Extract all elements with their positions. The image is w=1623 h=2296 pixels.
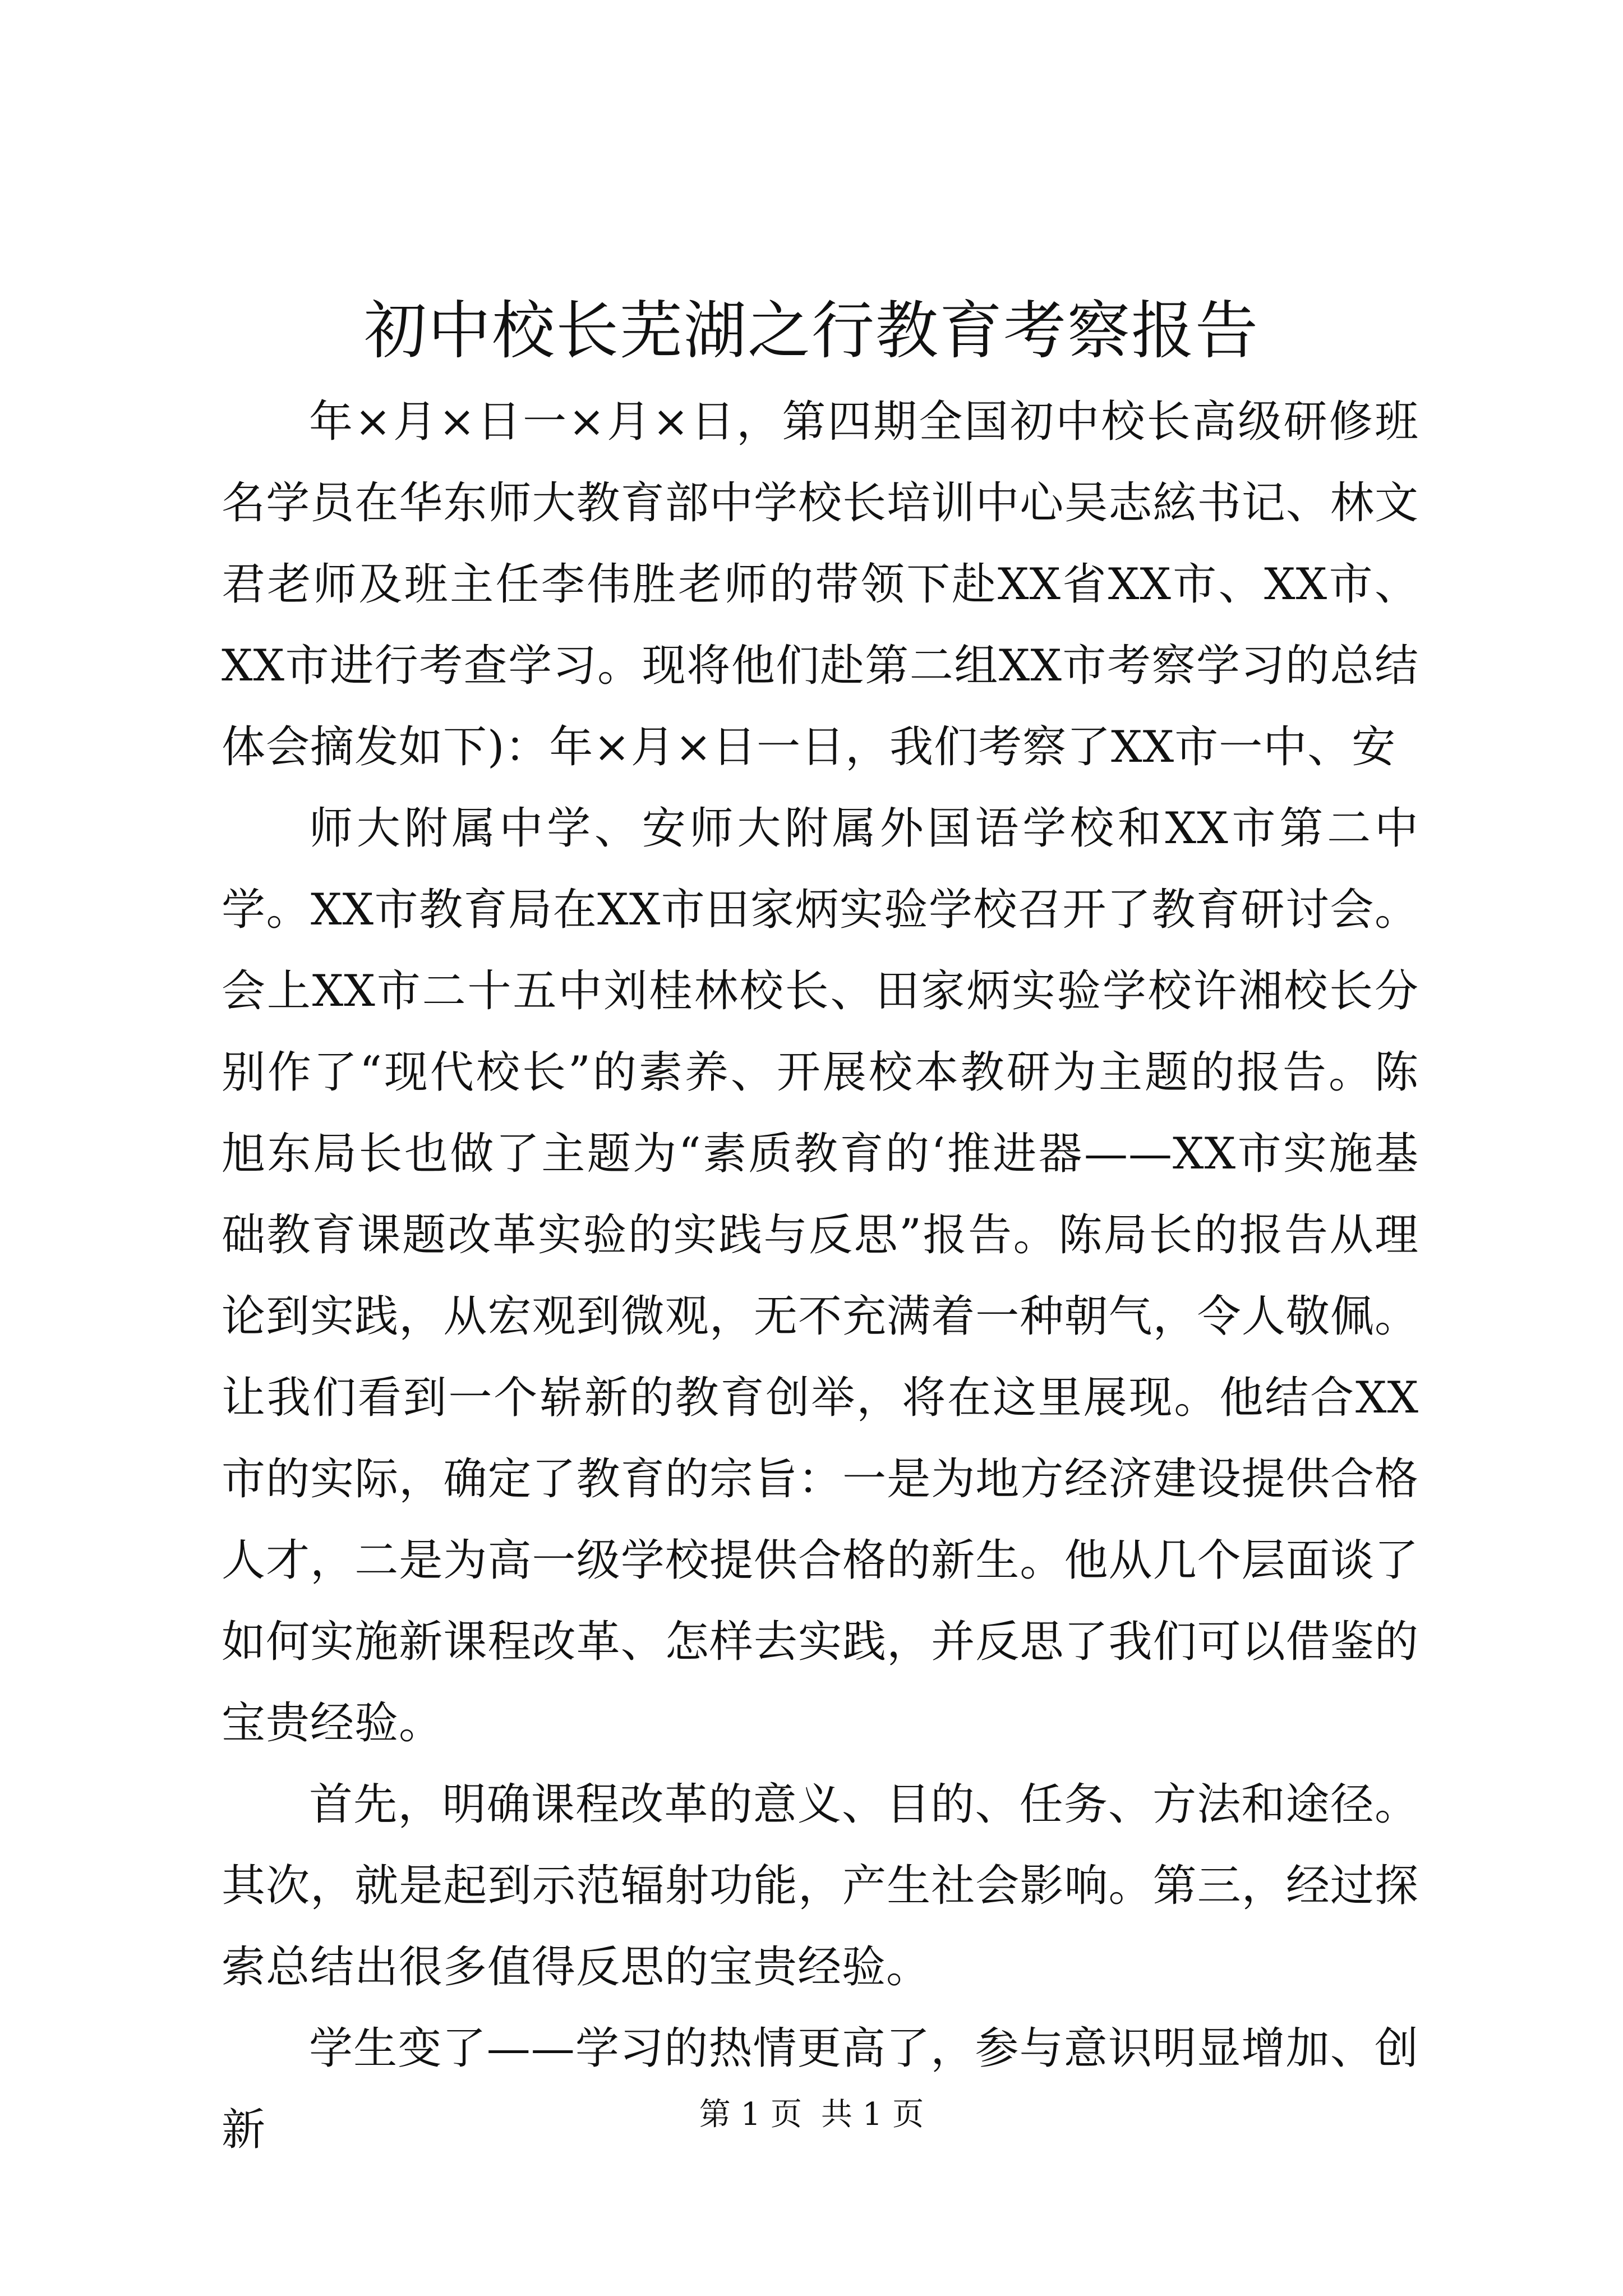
page-total: 共 1 页	[821, 2096, 924, 2133]
document-body	[222, 381, 1419, 2171]
document-title: 初中校长芜湖之行教育考察报告	[364, 295, 1259, 367]
paragraph: 首先，明确课程改革的意义、目的、任务、方法和途径。其次，就是起到示范辐射功能，产生社会影响。第三，经过探索总结出很多值得反思的宝贵经验。	[222, 1779, 1419, 1993]
page-footer	[0, 2092, 1623, 2137]
paragraph: 年×月×日一×月×日，第四期全国初中校长高级研修班名学员在华东师大教育部中学校长培训中心吴志絃书记、林文君老师及班主任李伟胜老师的带领下赴XX省XX市、XX市、XX市进行考查学习。现将他们赴第二组XX市考察学习的总结体会摘发如下)：年×月×日一日，我们考察了XX市一中、安	[222, 397, 1419, 772]
paragraph: 学生变了——学习的热情更高了，参与意识明显增加、创新	[222, 2023, 1419, 2155]
page-number: 第 1 页	[699, 2096, 802, 2133]
paragraph: 师大附属中学、安师大附属外国语学校和XX市第二中学。XX市教育局在XX市田家炳实验学校召开了教育研讨会。会上XX市二十五中刘桂林校长、田家炳实验学校许湘校长分别作了“现代校长”的素养、开展校本教研为主题的报告。陈旭东局长也做了主题为“素质教育的‘推进器——XX市实施基础教育课题改革实验的实践与反思”报告。陈局长的报告从理论到实践，从宏观到微观，无不充满着一种朝气，令人敬佩。让我们看到一个崭新的教育创举，将在这里展现。他结合XX市的实际，确定了教育的宗旨：一是为地方经济建设提供合格人才，二是为高一级学校提供合格的新生。他从几个层面谈了如何实施新课程改革、怎样去实践，并反思了我们可以借鉴的宝贵经验。	[222, 803, 1419, 1749]
